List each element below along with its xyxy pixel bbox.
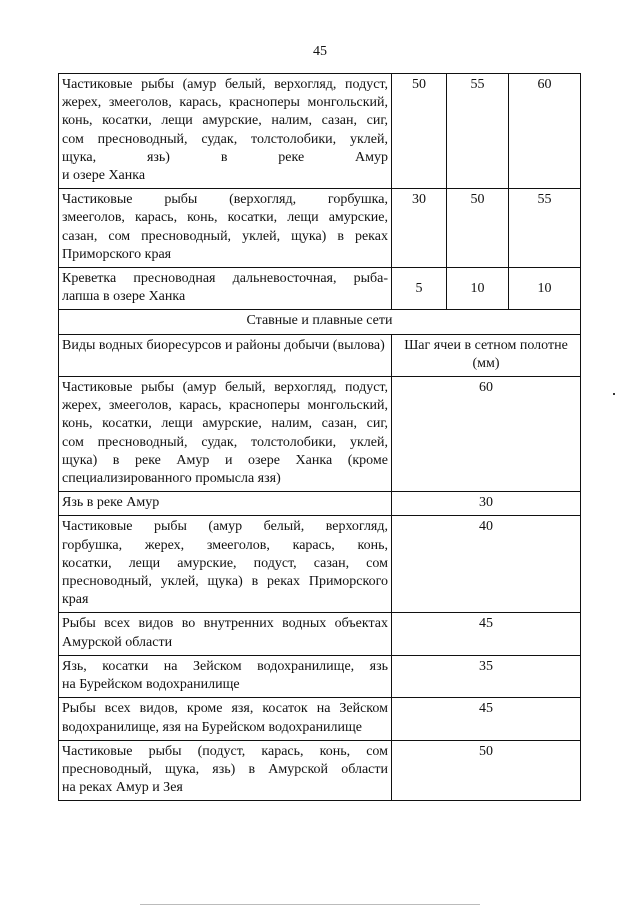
species-description <box>59 268 392 310</box>
mesh-size-value: 35 <box>392 655 581 697</box>
mesh-size-value: 50 <box>392 740 581 801</box>
species-description <box>59 492 392 516</box>
table-row <box>59 268 581 310</box>
fishing-gear-table <box>58 73 581 801</box>
text-line: сом пресноводный, судак, толстолобики, уклей, <box>62 131 388 147</box>
text-line: конь, косатки, лещи амурские, налим, сазан, сиг, <box>62 416 388 432</box>
mesh-size-value: 60 <box>392 377 581 492</box>
value-cell: 60 <box>509 74 581 189</box>
mesh-size-value: 40 <box>392 516 581 613</box>
text-line: пресноводный, уклей, щука) в реках Приморского <box>62 574 388 590</box>
scan-speck <box>613 393 615 395</box>
text-line: пресноводный, щука, язь) в Амурской области <box>62 761 388 777</box>
table-row <box>59 655 581 697</box>
page-number: 45 <box>313 44 327 59</box>
text-line: Язь, косатки на Зейском водохранилище, язь <box>62 658 388 674</box>
species-description <box>59 740 392 801</box>
text-line: Язь в реке Амур <box>62 495 160 511</box>
species-description <box>59 698 392 740</box>
species-description <box>59 377 392 492</box>
table-row <box>59 516 581 613</box>
table-row <box>59 613 581 655</box>
text-line: лапша в озере Ханка <box>62 289 186 305</box>
value-cell: 10 <box>509 268 581 310</box>
text-line: Частиковые рыбы (подуст, карась, конь, сом <box>62 743 388 759</box>
text-line: жерех, змееголов, карась, красноперы монгольский, <box>62 95 388 111</box>
text-line: Амурской области <box>62 634 173 650</box>
text-line: на Бурейском водохранилище <box>62 677 240 693</box>
value-cell: 50 <box>392 74 447 189</box>
text-line: змееголов, карась, конь, косатки, лещи амурские, <box>62 210 388 226</box>
table-row <box>59 698 581 740</box>
table-row <box>59 189 581 268</box>
text-line: Частиковые рыбы (амур белый, верхогляд, <box>62 519 388 535</box>
text-line: щука, язь) в реке Амур <box>62 149 388 165</box>
mesh-size-column-header: Шаг ячеи в сетном полотне (мм) <box>392 334 581 376</box>
value-cell: 55 <box>447 74 509 189</box>
text-line: на реках Амур и Зея <box>62 780 183 796</box>
text-line: края <box>62 592 89 608</box>
text-line: горбушка, жерех, змееголов, карась, конь, <box>62 537 388 553</box>
text-line: Рыбы всех видов, кроме язя, косаток на Зейском <box>62 701 388 717</box>
text-line: Креветка пресноводная дальневосточная, рыба- <box>62 271 388 287</box>
header-row <box>59 334 581 376</box>
text-line: Частиковые рыбы (верхогляд, горбушка, <box>62 192 388 208</box>
species-description <box>59 613 392 655</box>
species-description <box>59 189 392 268</box>
species-description <box>59 74 392 189</box>
text-line: конь, косатки, лещи амурские, налим, сазан, сиг, <box>62 113 388 129</box>
value-cell: 30 <box>392 189 447 268</box>
value-cell: 55 <box>509 189 581 268</box>
text-line: Рыбы всех видов во внутренних водных объектах <box>62 616 388 632</box>
species-column-header: Виды водных биоресурсов и районы добычи (вылова) <box>59 334 392 376</box>
value-cell: 5 <box>392 268 447 310</box>
text-line: водохранилище, язя на Бурейском водохранилище <box>62 719 363 735</box>
text-line: сом пресноводный, судак, толстолобики, уклей, <box>62 434 388 450</box>
text-line: Частиковые рыбы (амур белый, верхогляд, подуст, <box>62 380 388 396</box>
table-row <box>59 740 581 801</box>
section-title: Ставные и плавные сети <box>59 310 581 334</box>
species-description <box>59 655 392 697</box>
mesh-size-value: 45 <box>392 698 581 740</box>
table-row <box>59 377 581 492</box>
section-row <box>59 310 581 334</box>
text-line: сазан, сом пресноводный, уклей, щука) в реках <box>62 228 388 244</box>
value-cell: 50 <box>447 189 509 268</box>
text-line: и озере Ханка <box>62 168 146 184</box>
text-line: специализированного промысла язя) <box>62 471 281 487</box>
table-row <box>59 74 581 189</box>
value-cell: 10 <box>447 268 509 310</box>
mesh-size-value: 30 <box>392 492 581 516</box>
text-line: Частиковые рыбы (амур белый, верхогляд, подуст, <box>62 77 388 92</box>
species-description <box>59 516 392 613</box>
text-line: косатки, лещи амурские, подуст, сазан, сом <box>62 555 388 571</box>
table-row <box>59 492 581 516</box>
text-line: жерех, змееголов, карась, красноперы монгольский, <box>62 398 388 414</box>
text-line: Приморского края <box>62 246 172 262</box>
mesh-size-value: 45 <box>392 613 581 655</box>
text-line: щука) в реке Амур и озере Ханка (кроме <box>62 452 388 468</box>
